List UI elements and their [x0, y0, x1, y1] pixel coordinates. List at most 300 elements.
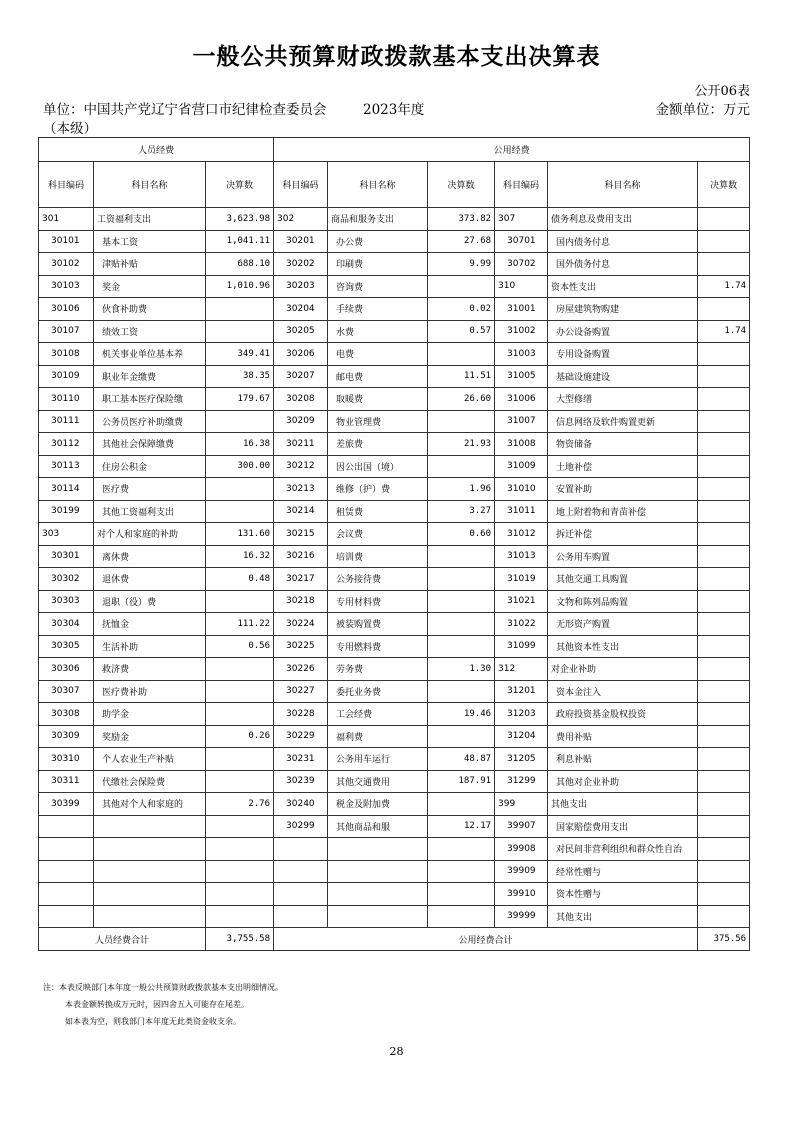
public-name: 公务接待费: [328, 568, 428, 591]
personnel-name: 抚恤金: [94, 613, 206, 636]
public-other-amount: [698, 343, 750, 366]
header-name: 科目名称: [548, 162, 698, 208]
public-name: [328, 838, 428, 861]
public-other-name: 其他对企业补助: [548, 770, 698, 793]
public-other-name: 政府投资基金股权投资: [548, 703, 698, 726]
personnel-code: [39, 905, 94, 928]
public-other-amount: [698, 478, 750, 501]
public-code: 30217: [274, 568, 328, 591]
public-amount: [428, 793, 495, 816]
personnel-code: 303: [39, 523, 94, 546]
public-amount: [428, 725, 495, 748]
public-other-name: 资本性赠与: [548, 883, 698, 906]
personnel-amount: 131.60: [206, 523, 274, 546]
personnel-amount: [206, 500, 274, 523]
public-other-amount: [698, 838, 750, 861]
public-name: 因公出国（境）: [328, 455, 428, 478]
public-other-amount: [698, 365, 750, 388]
public-code: 30214: [274, 500, 328, 523]
personnel-name: 奖励金: [94, 725, 206, 748]
table-row: [39, 388, 750, 411]
personnel-name: [94, 883, 206, 906]
personnel-code: 30102: [39, 253, 94, 276]
header-code: 科目编码: [39, 162, 94, 208]
personnel-amount: 16.38: [206, 433, 274, 456]
public-name: 工会经费: [328, 703, 428, 726]
table-row: [39, 793, 750, 816]
expenditure-table: [38, 137, 750, 951]
table-row: [39, 208, 750, 231]
personnel-name: 医疗费: [94, 478, 206, 501]
public-other-code: 30701: [495, 230, 548, 253]
public-other-code: 31099: [495, 635, 548, 658]
public-name: 取暖费: [328, 388, 428, 411]
personnel-amount: 111.22: [206, 613, 274, 636]
public-code: [274, 905, 328, 928]
personnel-amount: 0.26: [206, 725, 274, 748]
unit-label: 单位：中国共产党辽宁省营口市纪律检查委员会: [43, 102, 327, 118]
personnel-code: [39, 860, 94, 883]
public-code: 30229: [274, 725, 328, 748]
personnel-code: 30399: [39, 793, 94, 816]
public-other-name: 其他交通工具购置: [548, 568, 698, 591]
public-other-amount: [698, 455, 750, 478]
personnel-code: 30311: [39, 770, 94, 793]
personnel-code: 30109: [39, 365, 94, 388]
table-row: [39, 343, 750, 366]
public-name: 专用燃料费: [328, 635, 428, 658]
personnel-name: 个人农业生产补贴: [94, 748, 206, 771]
personnel-amount: 688.10: [206, 253, 274, 276]
personnel-amount: [206, 860, 274, 883]
public-other-code: 31012: [495, 523, 548, 546]
public-amount: 48.87: [428, 748, 495, 771]
public-other-code: 31005: [495, 365, 548, 388]
public-other-code: 399: [495, 793, 548, 816]
public-code: [274, 860, 328, 883]
public-other-name: 安置补助: [548, 478, 698, 501]
personnel-amount: 38.35: [206, 365, 274, 388]
personnel-code: 30114: [39, 478, 94, 501]
public-other-name: 基础设施建设: [548, 365, 698, 388]
public-other-amount: 1.74: [698, 320, 750, 343]
public-other-name: 公务用车购置: [548, 545, 698, 568]
personnel-amount: [206, 298, 274, 321]
personnel-name: 公务员医疗补助缴费: [94, 410, 206, 433]
public-other-name: 物资储备: [548, 433, 698, 456]
personnel-amount: [206, 815, 274, 838]
public-other-name: 经常性赠与: [548, 860, 698, 883]
public-code: 30207: [274, 365, 328, 388]
table-row: [39, 275, 750, 298]
public-code: [274, 883, 328, 906]
public-name: 电费: [328, 343, 428, 366]
public-other-amount: [698, 433, 750, 456]
personnel-name: 其他对个人和家庭的: [94, 793, 206, 816]
header-code: 科目编码: [274, 162, 328, 208]
table-row: [39, 410, 750, 433]
personnel-code: 30308: [39, 703, 94, 726]
table-row: [39, 455, 750, 478]
table-row: [39, 298, 750, 321]
personnel-code: 30106: [39, 298, 94, 321]
public-other-code: 307: [495, 208, 548, 231]
public-name: 办公费: [328, 230, 428, 253]
public-code: 302: [274, 208, 328, 231]
public-other-code: 39999: [495, 905, 548, 928]
public-amount: 26.60: [428, 388, 495, 411]
public-code: 30225: [274, 635, 328, 658]
public-amount: 0.02: [428, 298, 495, 321]
table-row: [39, 500, 750, 523]
personnel-code: 301: [39, 208, 94, 231]
personnel-amount: 300.00: [206, 455, 274, 478]
public-other-name: 地上附着物和青苗补偿: [548, 500, 698, 523]
table-row: [39, 635, 750, 658]
public-total-value: 375.56: [698, 928, 750, 951]
public-name: 物业管理费: [328, 410, 428, 433]
personnel-name: 职业年金缴费: [94, 365, 206, 388]
fiscal-year: 2023年度: [363, 102, 425, 118]
personnel-code: 30108: [39, 343, 94, 366]
personnel-code: 30310: [39, 748, 94, 771]
public-other-code: 31204: [495, 725, 548, 748]
public-other-name: 拆迁补偿: [548, 523, 698, 546]
public-other-amount: [698, 680, 750, 703]
personnel-code: 30113: [39, 455, 94, 478]
personnel-amount: [206, 658, 274, 681]
header-name: 科目名称: [328, 162, 428, 208]
public-other-amount: [698, 905, 750, 928]
public-name: 手续费: [328, 298, 428, 321]
public-other-name: 其他支出: [548, 793, 698, 816]
public-code: 30215: [274, 523, 328, 546]
public-code: 30224: [274, 613, 328, 636]
public-other-name: 费用补贴: [548, 725, 698, 748]
personnel-name: 代缴社会保险费: [94, 770, 206, 793]
public-name: 会议费: [328, 523, 428, 546]
public-name: 公务用车运行: [328, 748, 428, 771]
personnel-name: [94, 905, 206, 928]
header-name: 科目名称: [94, 162, 206, 208]
public-code: 30212: [274, 455, 328, 478]
public-code: 30203: [274, 275, 328, 298]
table-row: [39, 253, 750, 276]
public-name: 被装购置费: [328, 613, 428, 636]
public-code: 30208: [274, 388, 328, 411]
group-public: 公用经费: [274, 138, 750, 162]
personnel-amount: [206, 703, 274, 726]
personnel-amount: 1,010.96: [206, 275, 274, 298]
personnel-name: 生活补助: [94, 635, 206, 658]
public-amount: [428, 883, 495, 906]
personnel-amount: [206, 748, 274, 771]
personnel-code: 30305: [39, 635, 94, 658]
totals-row: [39, 928, 750, 951]
group-personnel: 人员经费: [39, 138, 274, 162]
column-header-row: [39, 162, 750, 208]
table-row: [39, 680, 750, 703]
public-other-code: 31011: [495, 500, 548, 523]
public-other-name: 办公设备购置: [548, 320, 698, 343]
public-amount: [428, 838, 495, 861]
public-other-code: 39907: [495, 815, 548, 838]
public-name: [328, 860, 428, 883]
public-name: 培训费: [328, 545, 428, 568]
public-name: 专用材料费: [328, 590, 428, 613]
public-other-amount: [698, 523, 750, 546]
public-other-amount: [698, 613, 750, 636]
personnel-code: 30302: [39, 568, 94, 591]
public-name: 劳务费: [328, 658, 428, 681]
public-other-code: 39908: [495, 838, 548, 861]
personnel-amount: 1,041.11: [206, 230, 274, 253]
public-code: 30202: [274, 253, 328, 276]
public-amount: 27.68: [428, 230, 495, 253]
public-name: 咨询费: [328, 275, 428, 298]
public-name: 水费: [328, 320, 428, 343]
table-row: [39, 545, 750, 568]
personnel-code: 30111: [39, 410, 94, 433]
public-amount: 11.51: [428, 365, 495, 388]
public-name: 邮电费: [328, 365, 428, 388]
public-name: 印刷费: [328, 253, 428, 276]
public-amount: 1.30: [428, 658, 495, 681]
public-code: 30206: [274, 343, 328, 366]
public-other-name: 国外债务付息: [548, 253, 698, 276]
public-other-name: 利息补贴: [548, 748, 698, 771]
unit-sub-label: （本级）: [43, 121, 97, 137]
public-amount: [428, 680, 495, 703]
public-code: 30227: [274, 680, 328, 703]
public-other-name: 土地补偿: [548, 455, 698, 478]
public-other-name: 大型修缮: [548, 388, 698, 411]
public-other-code: 31002: [495, 320, 548, 343]
table-body: [39, 138, 750, 928]
personnel-amount: 2.76: [206, 793, 274, 816]
personnel-total-label: 人员经费合计: [39, 928, 206, 951]
personnel-amount: 349.41: [206, 343, 274, 366]
public-other-amount: [698, 703, 750, 726]
public-name: [328, 883, 428, 906]
public-other-code: 39910: [495, 883, 548, 906]
personnel-amount: [206, 410, 274, 433]
public-amount: [428, 613, 495, 636]
public-name: 其他商品和服: [328, 815, 428, 838]
public-other-amount: [698, 410, 750, 433]
table-row: [39, 703, 750, 726]
public-amount: [428, 590, 495, 613]
public-code: 30299: [274, 815, 328, 838]
table-row: [39, 365, 750, 388]
personnel-code: 30307: [39, 680, 94, 703]
personnel-name: 奖金: [94, 275, 206, 298]
personnel-name: [94, 815, 206, 838]
public-amount: 21.93: [428, 433, 495, 456]
personnel-name: 基本工资: [94, 230, 206, 253]
public-other-amount: 1.74: [698, 275, 750, 298]
public-other-amount: [698, 298, 750, 321]
personnel-code: 30103: [39, 275, 94, 298]
public-name: 委托业务费: [328, 680, 428, 703]
personnel-name: 伙食补助费: [94, 298, 206, 321]
public-other-name: 资本金注入: [548, 680, 698, 703]
public-other-code: 31008: [495, 433, 548, 456]
table-row: [39, 883, 750, 906]
public-other-amount: [698, 545, 750, 568]
header-amount: 决算数: [698, 162, 750, 208]
public-code: 30240: [274, 793, 328, 816]
public-amount: 0.57: [428, 320, 495, 343]
personnel-name: 其他工资福利支出: [94, 500, 206, 523]
public-code: 30205: [274, 320, 328, 343]
personnel-code: 30112: [39, 433, 94, 456]
personnel-amount: 3,623.98: [206, 208, 274, 231]
public-other-amount: [698, 770, 750, 793]
public-amount: [428, 455, 495, 478]
personnel-amount: [206, 770, 274, 793]
public-amount: [428, 860, 495, 883]
table-row: [39, 568, 750, 591]
personnel-name: 救济费: [94, 658, 206, 681]
public-code: 30239: [274, 770, 328, 793]
public-amount: [428, 635, 495, 658]
public-other-code: 31205: [495, 748, 548, 771]
personnel-name: [94, 838, 206, 861]
public-other-name: 对民间非营利组织和群众性自治: [548, 838, 698, 861]
personnel-name: 津贴补贴: [94, 253, 206, 276]
public-other-amount: [698, 815, 750, 838]
public-other-amount: [698, 388, 750, 411]
personnel-total-value: 3,755.58: [206, 928, 274, 951]
header-code: 科目编码: [495, 162, 548, 208]
page-number: 28: [389, 1045, 404, 1058]
table-row: [39, 523, 750, 546]
public-other-code: 31010: [495, 478, 548, 501]
header-amount: 决算数: [206, 162, 274, 208]
public-name: 商品和服务支出: [328, 208, 428, 231]
public-other-amount: [698, 253, 750, 276]
public-other-code: 310: [495, 275, 548, 298]
group-header-row: [39, 138, 750, 162]
personnel-name: 助学金: [94, 703, 206, 726]
table-row: [39, 478, 750, 501]
public-amount: 9.99: [428, 253, 495, 276]
note-1: 注：本表反映部门本年度一般公共预算财政拨款基本支出明细情况。: [43, 983, 283, 992]
public-other-code: 31006: [495, 388, 548, 411]
public-other-amount: [698, 635, 750, 658]
public-other-code: 31201: [495, 680, 548, 703]
public-other-amount: [698, 208, 750, 231]
public-other-name: 信息网络及软件购置更新: [548, 410, 698, 433]
table-row: [39, 658, 750, 681]
personnel-amount: [206, 320, 274, 343]
personnel-name: 对个人和家庭的补助: [94, 523, 206, 546]
public-name: 福利费: [328, 725, 428, 748]
table-row: [39, 613, 750, 636]
public-amount: 373.82: [428, 208, 495, 231]
personnel-name: 医疗费补助: [94, 680, 206, 703]
personnel-code: 30309: [39, 725, 94, 748]
personnel-code: 30306: [39, 658, 94, 681]
public-code: 30226: [274, 658, 328, 681]
personnel-amount: [206, 838, 274, 861]
form-code: 公开06表: [694, 84, 750, 99]
table-row: [39, 433, 750, 456]
public-amount: 12.17: [428, 815, 495, 838]
table-row: [39, 815, 750, 838]
public-amount: [428, 410, 495, 433]
public-other-amount: [698, 725, 750, 748]
personnel-amount: [206, 905, 274, 928]
public-name: 税金及附加费: [328, 793, 428, 816]
public-amount: 19.46: [428, 703, 495, 726]
public-other-amount: [698, 568, 750, 591]
table-row: [39, 320, 750, 343]
note-3: 如本表为空，则我部门本年度无此类资金收支余。: [65, 1017, 241, 1026]
personnel-name: 离休费: [94, 545, 206, 568]
public-code: 30231: [274, 748, 328, 771]
public-amount: 3.27: [428, 500, 495, 523]
notes: [43, 979, 283, 1030]
public-code: 30216: [274, 545, 328, 568]
table-row: [39, 590, 750, 613]
personnel-code: [39, 815, 94, 838]
public-other-code: 39909: [495, 860, 548, 883]
public-other-name: 资本性支出: [548, 275, 698, 298]
personnel-name: 工资福利支出: [94, 208, 206, 231]
personnel-amount: [206, 680, 274, 703]
note-2: 本表金额转换成万元时，因四舍五入可能存在尾差。: [65, 1000, 249, 1009]
personnel-name: 绩效工资: [94, 320, 206, 343]
public-other-code: 31022: [495, 613, 548, 636]
personnel-code: [39, 838, 94, 861]
table-row: [39, 838, 750, 861]
public-other-amount: [698, 793, 750, 816]
public-other-amount: [698, 748, 750, 771]
table-row: [39, 905, 750, 928]
personnel-name: 住房公积金: [94, 455, 206, 478]
public-other-name: 专用设备购置: [548, 343, 698, 366]
public-other-name: 国家赔偿费用支出: [548, 815, 698, 838]
public-other-code: 312: [495, 658, 548, 681]
public-other-amount: [698, 590, 750, 613]
personnel-amount: [206, 883, 274, 906]
public-other-code: 31203: [495, 703, 548, 726]
public-other-name: 其他资本性支出: [548, 635, 698, 658]
public-amount: [428, 275, 495, 298]
public-other-amount: [698, 500, 750, 523]
public-other-code: 31003: [495, 343, 548, 366]
public-amount: 1.96: [428, 478, 495, 501]
public-code: 30213: [274, 478, 328, 501]
public-code: 30204: [274, 298, 328, 321]
public-code: 30228: [274, 703, 328, 726]
personnel-amount: 179.67: [206, 388, 274, 411]
public-amount: 0.60: [428, 523, 495, 546]
personnel-code: 30303: [39, 590, 94, 613]
public-amount: [428, 343, 495, 366]
table-row: [39, 770, 750, 793]
personnel-code: [39, 883, 94, 906]
public-other-amount: [698, 860, 750, 883]
personnel-name: 退休费: [94, 568, 206, 591]
public-code: 30209: [274, 410, 328, 433]
personnel-name: 其他社会保障缴费: [94, 433, 206, 456]
public-other-code: 31019: [495, 568, 548, 591]
public-other-code: 31021: [495, 590, 548, 613]
public-other-amount: [698, 230, 750, 253]
